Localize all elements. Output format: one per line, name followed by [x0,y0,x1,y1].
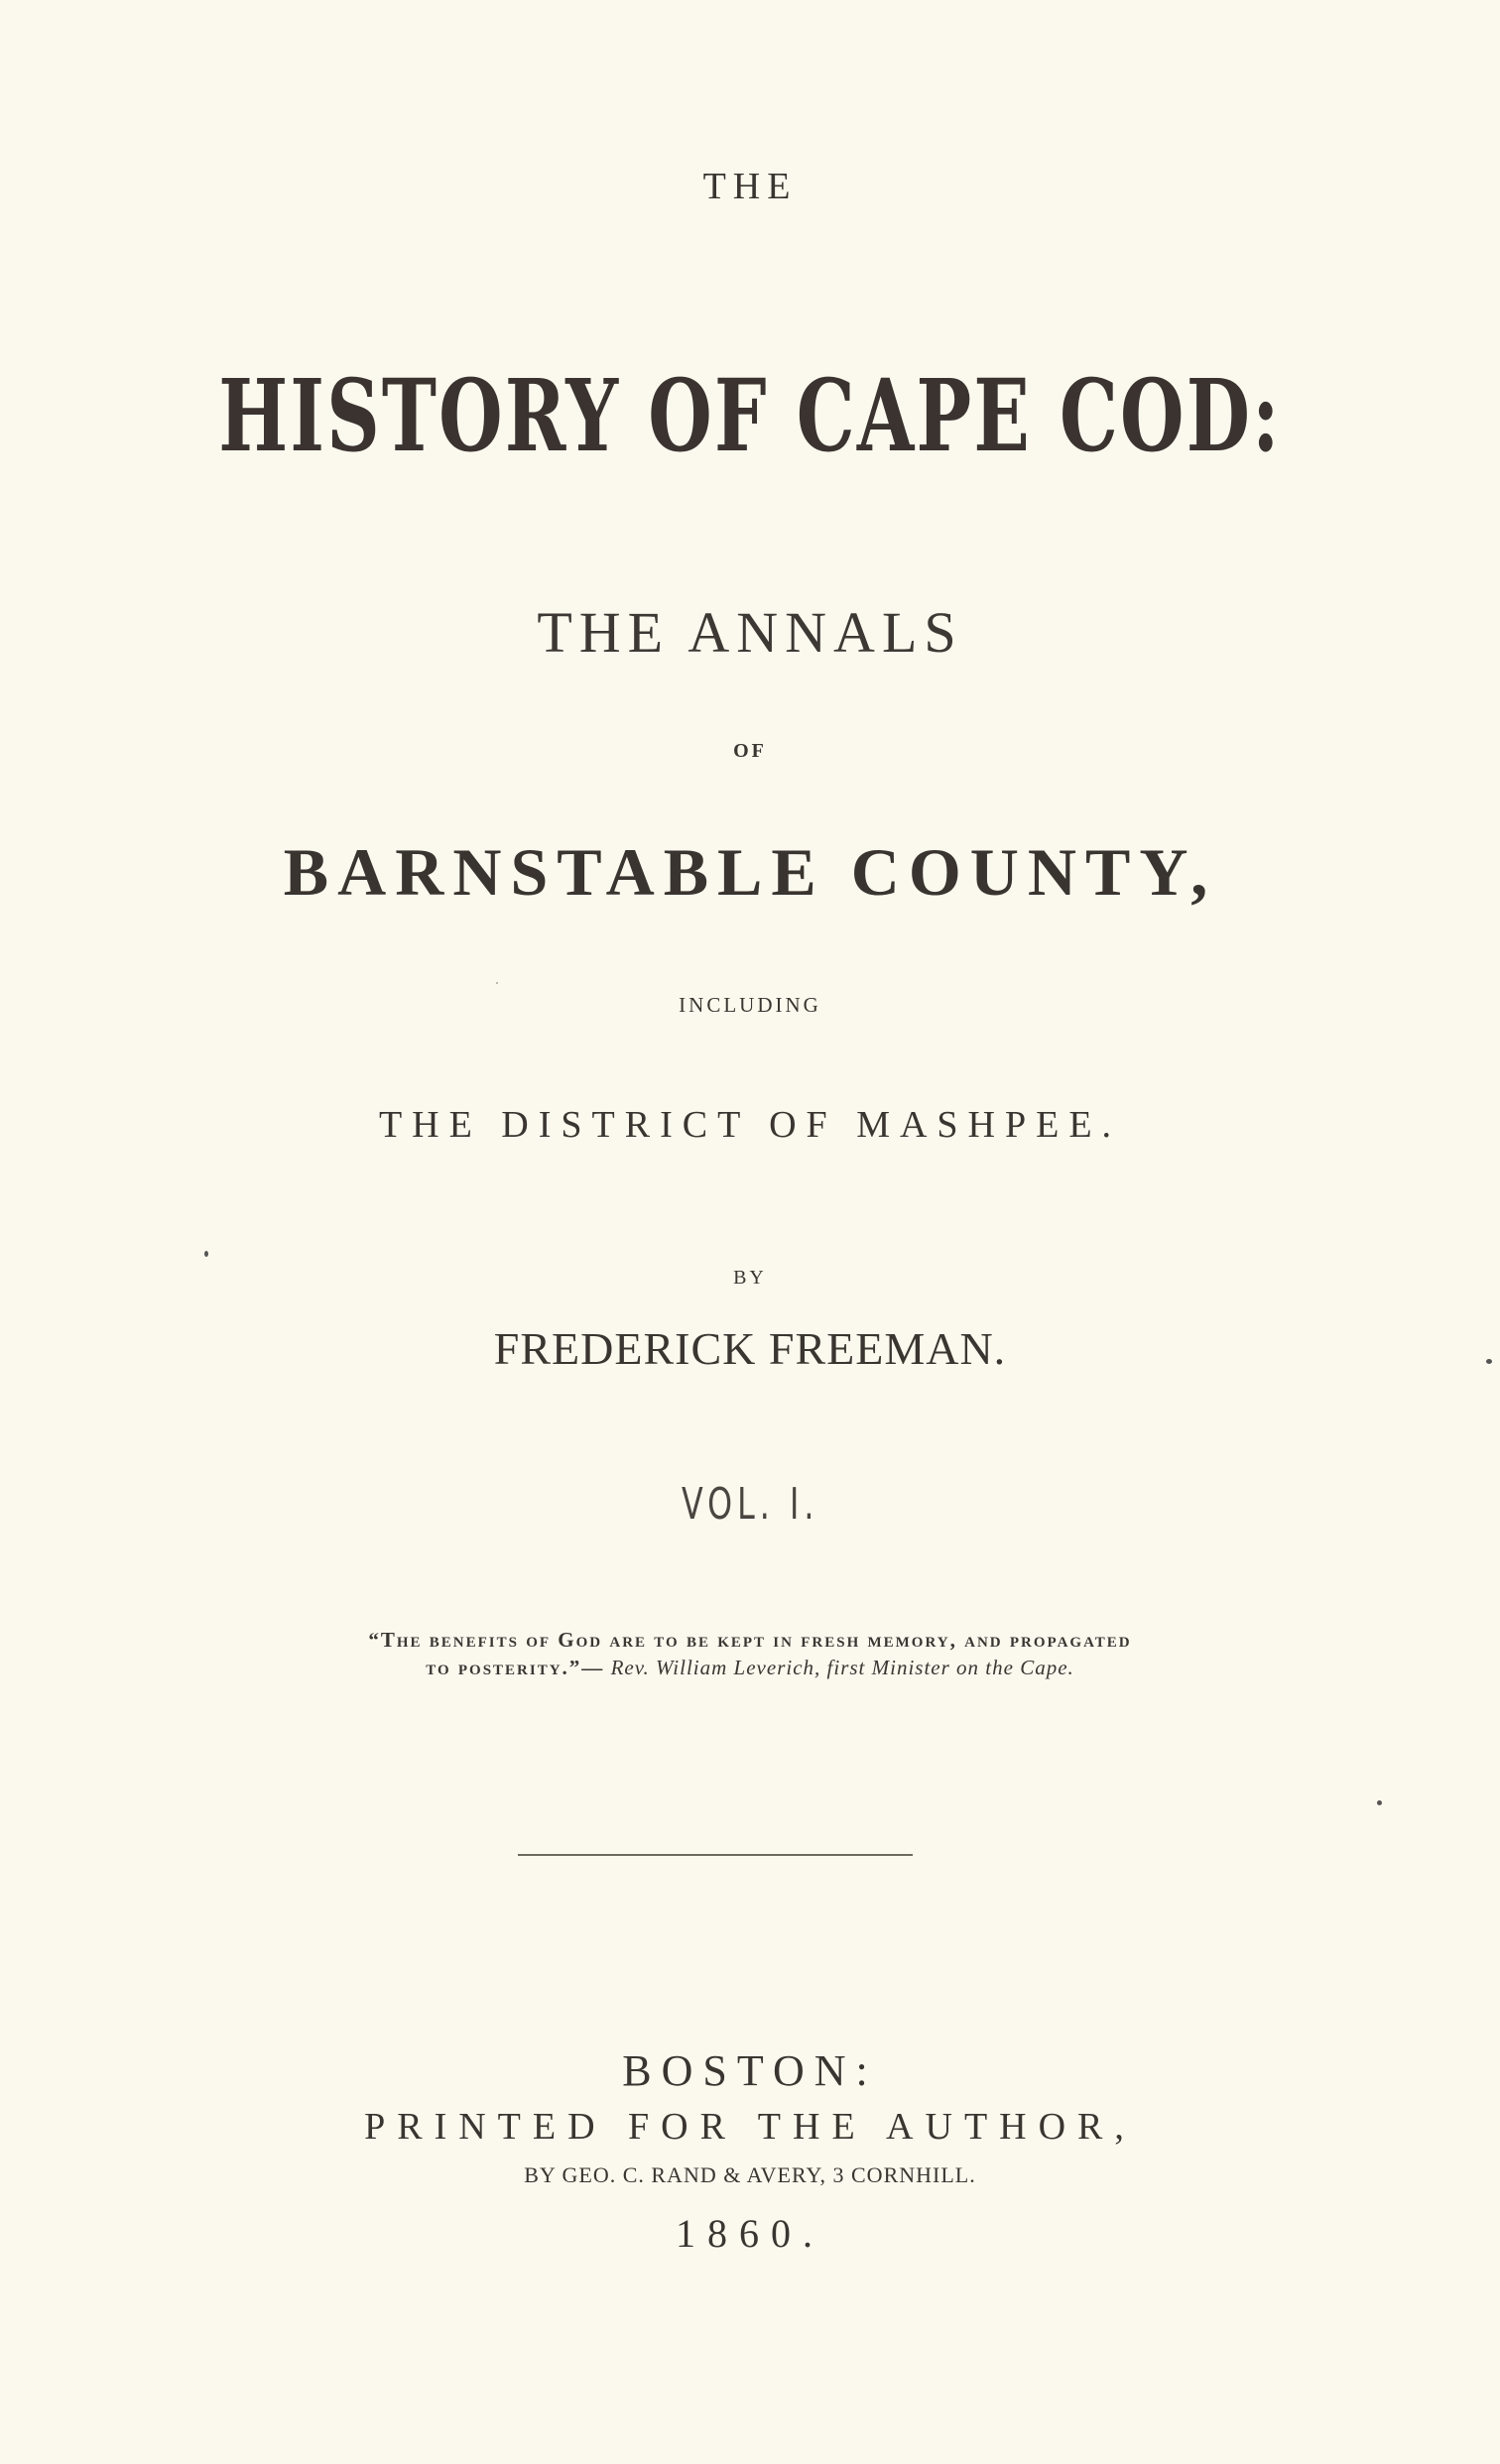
imprint-year [0,2210,1500,2257]
imprint-printed-for [0,2105,1500,2149]
author-name-text: FREDERICK FREEMAN. [493,1323,1007,1374]
epigraph-attribution: Rev. William Leverich, first Minister on the Cape. [604,1656,1074,1679]
epigraph-line-2 [0,1656,1500,1680]
imprint-printer-text: BY GEO. C. RAND & AVERY, 3 CORNHILL. [524,2162,976,2187]
paper-speck [1486,1359,1492,1364]
volume-label [0,1479,1500,1530]
volume-label-text: VOL. I. [681,1479,819,1530]
subtitle [0,599,1500,666]
connector-including [0,993,1500,1018]
imprint-printer [0,2162,1500,2188]
main-title [0,357,1500,474]
paper-speck [204,1251,208,1257]
connector-of-text: OF [733,740,767,762]
epigraph-line-1-text: “The benefits of God are to be kept in fresh memory, and propagated [368,1628,1132,1652]
county-title-text: BARNSTABLE COUNTY, [283,834,1217,910]
author-name [0,1322,1500,1375]
imprint-city [0,2045,1500,2096]
connector-by [0,1267,1500,1290]
subtitle-text: THE ANNALS [537,600,963,665]
connector-by-text: BY [733,1267,767,1289]
main-title-text: HISTORY OF CAPE COD: [218,357,1282,474]
county-title [0,833,1500,912]
connector-of [0,740,1500,763]
title-article-text: THE [702,166,798,207]
epigraph-line-2-quote: to posterity.”— [426,1656,605,1679]
epigraph-line-1 [0,1628,1500,1653]
paper-speck [496,982,498,984]
divider-rule [518,1854,913,1856]
imprint-year-text: 1860. [676,2211,824,2256]
imprint-printed-for-text: PRINTED FOR THE AUTHOR, [364,2106,1136,2148]
paper-speck [1377,1800,1382,1805]
district-title [0,1103,1500,1147]
title-article [0,165,1500,208]
imprint-city-text: BOSTON: [622,2046,878,2095]
connector-including-text: INCLUDING [679,993,821,1017]
district-title-text: THE DISTRICT OF MASHPEE. [378,1104,1122,1146]
